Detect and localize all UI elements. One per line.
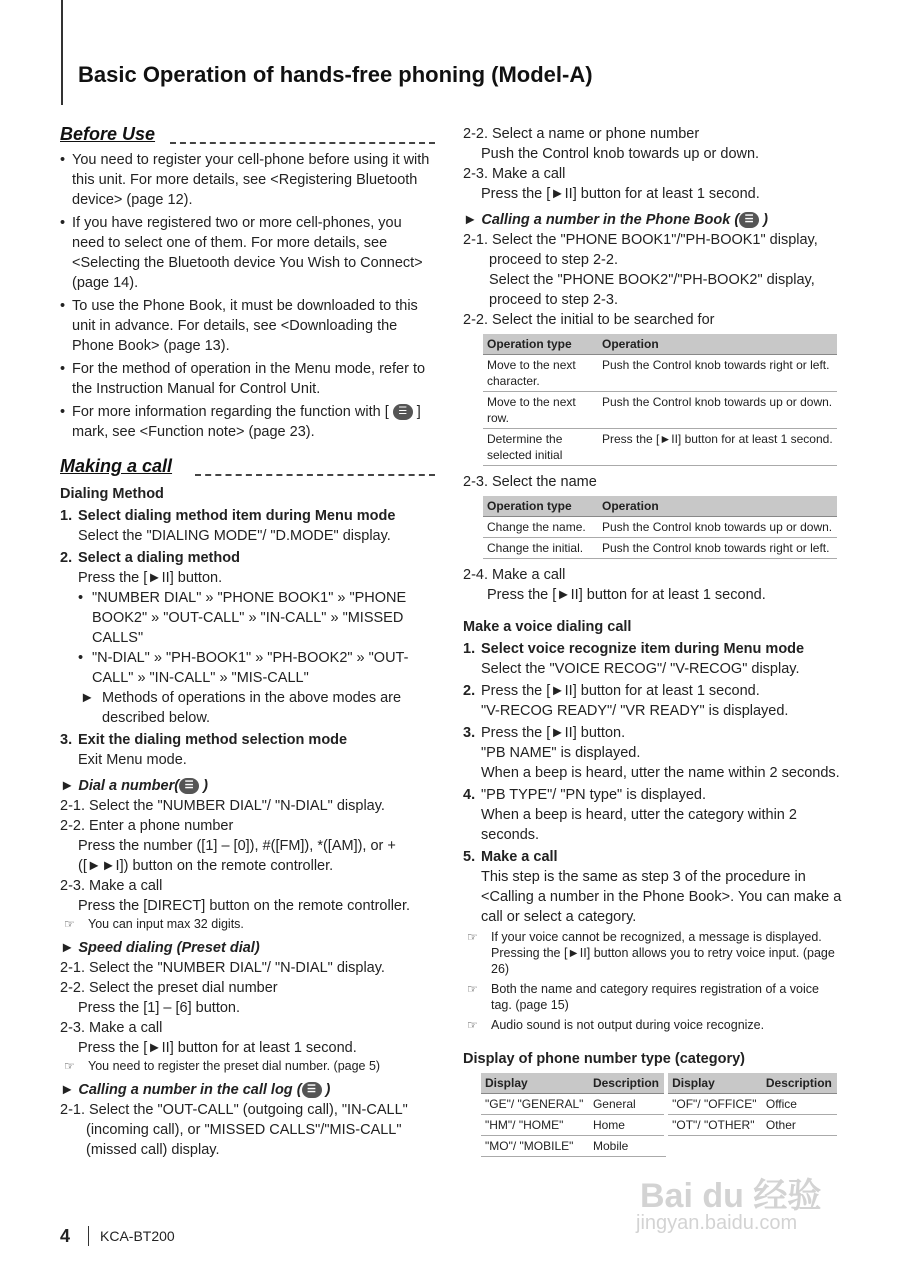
table-row: Change the initial. Push the Control knob towards right or left. (483, 538, 837, 559)
voice-step-1-desc: Select the "VOICE RECOG"/ "V-RECOG" display. (481, 661, 800, 677)
table-row: "MO"/ "MOBILE" Mobile (481, 1136, 837, 1157)
voice-step-5-desc: This step is the same as step 3 of the procedure in <Calling a number in the Phone Book>. You can make a call or select a category. (481, 869, 842, 925)
dial-note: ☞ You can input max 32 digits. (60, 916, 435, 932)
watermark-url: jingyan.baidu.com (636, 1212, 798, 1234)
speed-step-2-3-desc: Press the [►II] button for at least 1 second. (78, 1040, 357, 1056)
voice-note-2: ☞ Both the name and category requires registration of a voice tag. (page 15) (463, 981, 843, 1013)
pb-step-2-4: 2-4. Make a call (463, 567, 566, 583)
step-1-desc: Select the "DIALING MODE"/ "D.MODE" display. (78, 528, 391, 544)
voice-step-1: 1. Select voice recognize item during Menu mode (463, 641, 805, 657)
speed-step-2-2: 2-2. Select the preset dial number (60, 980, 278, 996)
list-item: • For more information regarding the function with [ ☰ ] mark, see <Function note> (page 23). (60, 402, 435, 442)
log-step-2-1: 2-1. Select the "OUT-CALL" (outgoing call), "IN-CALL" (incoming call), or "MISSED CALLS"/"MIS-CALL" (missed call) display. (60, 1102, 408, 1158)
function-key-icon: ☰ (739, 212, 759, 228)
dial-step-2-2-desc: Press the number ([1] – [0]), #([FM]), *([AM]), or +([►►I]) button on the remote controller. (78, 838, 396, 874)
step-2-option-2: • "N-DIAL" » "PH-BOOK1" » "PH-BOOK2" » "OUT-CALL" » "IN-CALL" » "MIS-CALL" (78, 650, 409, 686)
table-row: "HM"/ "HOME" Home "OT"/ "OTHER" Other (481, 1115, 837, 1136)
step-1: 1. Select dialing method item during Menu mode (60, 508, 396, 524)
voice-dial-heading: Make a voice dialing call (463, 619, 632, 635)
page-title: Basic Operation of hands-free phoning (Model-A) (78, 62, 593, 87)
voice-step-4: 4. "PB TYPE"/ "PN type" is displayed. (463, 787, 707, 803)
page-number: 4 (60, 1226, 71, 1246)
phone-book-heading: ► Calling a number in the Phone Book ( ☰ ) (463, 210, 843, 230)
voice-step-4-desc: When a beep is heard, utter the category within 2 seconds. (481, 807, 797, 843)
table-row: Move to the next character. Push the Control knob towards right or left. (483, 355, 837, 392)
initial-search-table: Operation type Operation Move to the next character. Push the Control knob towards right or left. Move to the next row. Push the Control knob towards up or down. Determine the selected initial Press the [►II] button for at least 1 second. (483, 334, 837, 466)
dial-step-2-3: 2-3. Make a call (60, 878, 163, 894)
step-2: 2. Select a dialing method (60, 550, 240, 566)
right-column (463, 124, 843, 1163)
function-key-icon: ☰ (179, 778, 199, 794)
list-item: • To use the Phone Book, it must be downloaded to this unit in advance. For details, see <Downloading the Phone Book> (page 13). (60, 296, 435, 356)
log-step-2-2: 2-2. Select a name or phone number (463, 126, 700, 142)
model-name: KCA-BT200 (100, 1228, 175, 1244)
pb-step-2-2: 2-2. Select the initial to be searched for (463, 312, 715, 328)
log-step-2-3-desc: Press the [►II] button for at least 1 second. (481, 186, 760, 202)
table-row: Change the name. Push the Control knob towards up or down. (483, 517, 837, 538)
dial-step-2-2: 2-2. Enter a phone number (60, 818, 234, 834)
list-item: • You need to register your cell-phone before using it with this unit. For more details, see <Registering Bluetooth device> (page 12). (60, 150, 435, 210)
left-column (60, 124, 435, 1160)
table-row: "GE"/ "GENERAL" General "OF"/ "OFFICE" Office (481, 1094, 837, 1115)
pb-step-2-1b: Select the "PHONE BOOK2"/"PH-BOOK2" display, proceed to step 2-3. (489, 272, 815, 308)
step-3: 3. Exit the dialing method selection mode (60, 732, 348, 748)
display-type-heading: Display of phone number type (category) (463, 1051, 745, 1067)
list-item: • For the method of operation in the Menu mode, refer to the Instruction Manual for Control Unit. (60, 359, 435, 399)
voice-note-3: ☞ Audio sound is not output during voice recognize. (463, 1017, 843, 1033)
voice-step-3: 3. Press the [►II] button. (463, 725, 626, 741)
header-rule (61, 0, 63, 105)
voice-note-1: ☞ If your voice cannot be recognized, a message is displayed. Pressing the [►II] button allows you to retry voice input. (page 26) (463, 929, 843, 977)
phone-type-table: Display Description Display Description "GE"/ "GENERAL" General "OF"/ "OFFICE" Office "HM"/ "HOME" Home "OT"/ "OTHER" Other "MO"/ "MOBILE" Mobile (481, 1073, 837, 1157)
dialing-method-heading: Dialing Method (60, 486, 164, 502)
log-step-2-2-desc: Push the Control knob towards up or down. (481, 146, 760, 162)
voice-step-3-desc-2: When a beep is heard, utter the name within 2 seconds. (481, 765, 840, 781)
watermark-logo: Bai du 经验 (640, 1177, 822, 1215)
step-2-desc: Press the [►II] button. (78, 570, 223, 586)
speed-note: ☞ You need to register the preset dial number. (page 5) (60, 1058, 435, 1074)
dial-step-2-3-desc: Press the [DIRECT] button on the remote controller. (78, 898, 411, 914)
pb-step-2-4-desc: Press the [►II] button for at least 1 second. (487, 587, 766, 603)
select-name-table: Operation type Operation Change the name. Push the Control knob towards up or down. Change the initial. Push the Control knob towards right or left. (483, 496, 837, 559)
list-item: • If you have registered two or more cell-phones, you need to select one of them. For more details, see <Selecting the Bluetooth device You Wish to Connect> (page 14). (60, 213, 435, 293)
voice-step-2: 2. Press the [►II] button for at least 1 second. (463, 683, 760, 699)
footer-divider (88, 1226, 89, 1246)
table-row: Move to the next row. Push the Control knob towards up or down. (483, 392, 837, 429)
function-key-icon: ☰ (393, 404, 413, 420)
making-call-heading: Making a call (60, 456, 435, 480)
before-use-heading: Before Use (60, 124, 435, 148)
speed-step-2-3: 2-3. Make a call (60, 1020, 163, 1036)
pb-step-2-1a: 2-1. Select the "PHONE BOOK1"/"PH-BOOK1" display, proceed to step 2-2. (463, 232, 818, 268)
step-2-option-1: • "NUMBER DIAL" » "PHONE BOOK1" » "PHONE BOOK2" » "OUT-CALL" » "IN-CALL" » "MISSED CALLS" (78, 590, 407, 646)
speed-step-2-2-desc: Press the [1] – [6] button. (78, 1000, 241, 1016)
voice-step-3-desc-1: "PB NAME" is displayed. (481, 745, 641, 761)
step-3-desc: Exit Menu mode. (78, 752, 187, 768)
arrow-icon: ► (80, 690, 95, 706)
call-log-heading: ► Calling a number in the call log ( ☰ ) (60, 1080, 435, 1100)
speed-step-2-1: 2-1. Select the "NUMBER DIAL"/ "N-DIAL" display. (60, 960, 385, 976)
log-step-2-3: 2-3. Make a call (463, 166, 566, 182)
before-use-list (60, 150, 435, 442)
table-row: Determine the selected initial Press the [►II] button for at least 1 second. (483, 429, 837, 466)
speed-dial-heading: ► Speed dialing (Preset dial) (60, 938, 435, 958)
pb-step-2-3: 2-3. Select the name (463, 474, 597, 490)
voice-step-2-desc: "V-RECOG READY"/ "VR READY" is displayed. (481, 703, 789, 719)
function-key-icon: ☰ (302, 1082, 322, 1098)
voice-step-5: 5. Make a call (463, 849, 558, 865)
step-2-arrow-note: ► Methods of operations in the above modes are described below. (80, 690, 402, 726)
dial-step-2-1: 2-1. Select the "NUMBER DIAL"/ "N-DIAL" display. (60, 798, 385, 814)
dial-number-heading: ► Dial a number( ☰ ) (60, 776, 435, 796)
